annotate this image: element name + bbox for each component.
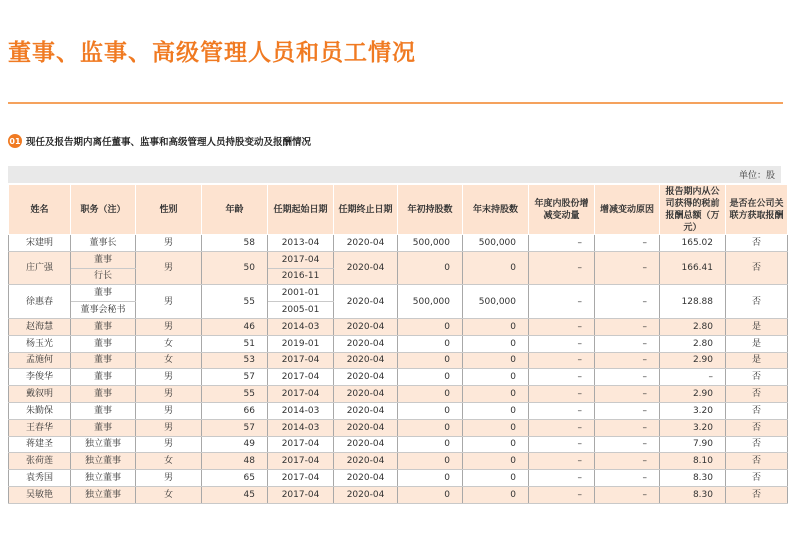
cell-change-reason: – [595, 318, 660, 335]
cell-term-end: 2020-04 [334, 235, 398, 252]
cell-share-change: – [529, 369, 595, 386]
header-shares-end: 年末持股数 [463, 185, 529, 235]
cell-term-end: 2020-04 [334, 335, 398, 352]
cell-share-change: – [529, 335, 595, 352]
cell-shares-end: 0 [463, 352, 529, 369]
cell-change-reason: – [595, 419, 660, 436]
cell-related-party-pay: 是 [726, 318, 788, 335]
cell-change-reason: – [595, 352, 660, 369]
cell-shares-begin: 500,000 [398, 235, 463, 252]
cell-name: 庄广强 [9, 251, 71, 285]
cell-change-reason: – [595, 251, 660, 285]
cell-shares-end: 0 [463, 486, 529, 503]
cell-term-start: 2001-01 [268, 285, 334, 302]
table-row [9, 352, 788, 369]
table-row [9, 386, 788, 403]
header-age: 年龄 [202, 185, 268, 235]
cell-share-change: – [529, 352, 595, 369]
cell-term-start: 2017-04 [268, 386, 334, 403]
cell-age: 58 [202, 235, 268, 252]
cell-related-party-pay: 是 [726, 335, 788, 352]
cell-term-end: 2020-04 [334, 402, 398, 419]
cell-name: 张荷莲 [9, 453, 71, 470]
page-title: 董事、监事、高级管理人员和员工情况 [8, 40, 416, 66]
cell-pretax-pay: 128.88 [660, 285, 726, 319]
header-pretax-pay: 报告期内从公司获得的税前报酬总额（万元） [660, 185, 726, 235]
cell-share-change: – [529, 318, 595, 335]
cell-change-reason: – [595, 470, 660, 487]
header-shares-begin: 年初持股数 [398, 185, 463, 235]
cell-term-start: 2014-03 [268, 318, 334, 335]
cell-term-start: 2017-04 [268, 251, 334, 268]
cell-share-change: – [529, 285, 595, 319]
cell-pretax-pay: 2.90 [660, 386, 726, 403]
cell-related-party-pay: 否 [726, 386, 788, 403]
cell-shares-begin: 0 [398, 470, 463, 487]
cell-gender: 女 [136, 335, 202, 352]
cell-shares-begin: 0 [398, 335, 463, 352]
cell-shares-end: 0 [463, 335, 529, 352]
cell-shares-end: 0 [463, 369, 529, 386]
cell-shares-end: 0 [463, 419, 529, 436]
cell-term-end: 2020-04 [334, 352, 398, 369]
cell-position: 董事 [71, 402, 136, 419]
cell-related-party-pay: 否 [726, 470, 788, 487]
cell-name: 赵海慧 [9, 318, 71, 335]
cell-age: 48 [202, 453, 268, 470]
cell-age: 57 [202, 369, 268, 386]
cell-term-start: 2017-04 [268, 453, 334, 470]
cell-position: 董事 [71, 318, 136, 335]
cell-related-party-pay: 否 [726, 235, 788, 252]
cell-shares-end: 0 [463, 251, 529, 285]
cell-share-change: – [529, 386, 595, 403]
cell-pretax-pay: 8.10 [660, 453, 726, 470]
header-share-change: 年度内股份增减变动量 [529, 185, 595, 235]
cell-name: 李俊华 [9, 369, 71, 386]
cell-related-party-pay: 否 [726, 486, 788, 503]
cell-gender: 男 [136, 369, 202, 386]
cell-position: 行长 [71, 268, 136, 285]
cell-related-party-pay: 否 [726, 369, 788, 386]
cell-shares-begin: 0 [398, 369, 463, 386]
cell-gender: 男 [136, 402, 202, 419]
cell-position: 董事 [71, 251, 136, 268]
cell-term-start: 2016-11 [268, 268, 334, 285]
cell-position: 董事 [71, 386, 136, 403]
cell-age: 50 [202, 251, 268, 285]
cell-gender: 男 [136, 436, 202, 453]
cell-name: 吴敏艳 [9, 486, 71, 503]
cell-term-start: 2017-04 [268, 486, 334, 503]
cell-shares-begin: 0 [398, 386, 463, 403]
header-term-start: 任期起始日期 [268, 185, 334, 235]
cell-position: 董事 [71, 352, 136, 369]
cell-position: 董事 [71, 419, 136, 436]
cell-position: 独立董事 [71, 486, 136, 503]
cell-name: 孟施何 [9, 352, 71, 369]
table-header-row [9, 185, 788, 235]
table-row [9, 318, 788, 335]
cell-age: 53 [202, 352, 268, 369]
section-heading [8, 134, 311, 148]
cell-name: 王春华 [9, 419, 71, 436]
cell-term-start: 2005-01 [268, 302, 334, 319]
cell-shares-end: 0 [463, 470, 529, 487]
cell-gender: 男 [136, 235, 202, 252]
cell-pretax-pay: 8.30 [660, 470, 726, 487]
cell-term-end: 2020-04 [334, 470, 398, 487]
cell-term-end: 2020-04 [334, 386, 398, 403]
cell-age: 66 [202, 402, 268, 419]
cell-name: 蒋建圣 [9, 436, 71, 453]
cell-name: 戴叙明 [9, 386, 71, 403]
cell-term-start: 2019-01 [268, 335, 334, 352]
cell-shares-begin: 0 [398, 352, 463, 369]
cell-shares-begin: 0 [398, 436, 463, 453]
table-row [9, 470, 788, 487]
cell-change-reason: – [595, 285, 660, 319]
cell-shares-begin: 0 [398, 486, 463, 503]
cell-age: 45 [202, 486, 268, 503]
cell-term-end: 2020-04 [334, 486, 398, 503]
cell-gender: 男 [136, 251, 202, 285]
cell-age: 51 [202, 335, 268, 352]
header-related-party-pay: 是否在公司关联方获取报酬 [726, 185, 788, 235]
cell-shares-end: 500,000 [463, 285, 529, 319]
cell-shares-begin: 0 [398, 402, 463, 419]
cell-shares-begin: 0 [398, 419, 463, 436]
cell-share-change: – [529, 419, 595, 436]
cell-position: 董事会秘书 [71, 302, 136, 319]
cell-pretax-pay: 2.80 [660, 318, 726, 335]
cell-term-end: 2020-04 [334, 318, 398, 335]
cell-age: 46 [202, 318, 268, 335]
cell-name: 徐惠春 [9, 285, 71, 319]
cell-related-party-pay: 否 [726, 402, 788, 419]
cell-term-end: 2020-04 [334, 453, 398, 470]
table-row [9, 402, 788, 419]
table-row [9, 453, 788, 470]
cell-term-end: 2020-04 [334, 369, 398, 386]
cell-shares-end: 0 [463, 386, 529, 403]
cell-pretax-pay: 8.30 [660, 486, 726, 503]
cell-gender: 男 [136, 285, 202, 319]
cell-shares-begin: 500,000 [398, 285, 463, 319]
cell-share-change: – [529, 235, 595, 252]
cell-gender: 女 [136, 352, 202, 369]
cell-term-start: 2017-04 [268, 352, 334, 369]
cell-related-party-pay: 是 [726, 352, 788, 369]
cell-share-change: – [529, 436, 595, 453]
cell-change-reason: – [595, 436, 660, 453]
cell-gender: 女 [136, 486, 202, 503]
cell-related-party-pay: 否 [726, 436, 788, 453]
cell-term-end: 2020-04 [334, 251, 398, 285]
cell-shares-end: 0 [463, 318, 529, 335]
table-row [9, 369, 788, 386]
cell-change-reason: – [595, 369, 660, 386]
cell-gender: 男 [136, 419, 202, 436]
cell-position: 董事 [71, 285, 136, 302]
cell-name: 宋建明 [9, 235, 71, 252]
cell-shares-begin: 0 [398, 251, 463, 285]
header-gender: 性别 [136, 185, 202, 235]
table-body [9, 235, 788, 504]
cell-shares-begin: 0 [398, 453, 463, 470]
header-position: 职务（注） [71, 185, 136, 235]
cell-position: 独立董事 [71, 470, 136, 487]
shareholding-table [8, 184, 788, 504]
header-change-reason: 增减变动原因 [595, 185, 660, 235]
cell-age: 49 [202, 436, 268, 453]
cell-related-party-pay: 否 [726, 453, 788, 470]
header-term-end: 任期终止日期 [334, 185, 398, 235]
cell-shares-end: 0 [463, 402, 529, 419]
cell-pretax-pay: 3.20 [660, 402, 726, 419]
cell-pretax-pay: – [660, 369, 726, 386]
cell-change-reason: – [595, 335, 660, 352]
cell-gender: 男 [136, 386, 202, 403]
cell-shares-end: 0 [463, 436, 529, 453]
cell-pretax-pay: 7.90 [660, 436, 726, 453]
cell-position: 董事长 [71, 235, 136, 252]
cell-age: 57 [202, 419, 268, 436]
cell-age: 65 [202, 470, 268, 487]
cell-position: 董事 [71, 369, 136, 386]
cell-shares-end: 500,000 [463, 235, 529, 252]
cell-pretax-pay: 2.80 [660, 335, 726, 352]
cell-age: 55 [202, 285, 268, 319]
unit-label: 单位：股 [738, 171, 775, 181]
cell-gender: 男 [136, 470, 202, 487]
cell-related-party-pay: 否 [726, 251, 788, 285]
cell-term-end: 2020-04 [334, 436, 398, 453]
cell-position: 独立董事 [71, 436, 136, 453]
table-row [9, 235, 788, 252]
cell-term-start: 2017-04 [268, 436, 334, 453]
section-title: 现任及报告期内离任董事、监事和高级管理人员持股变动及报酬情况 [26, 137, 312, 148]
cell-pretax-pay: 165.02 [660, 235, 726, 252]
cell-term-start: 2017-04 [268, 369, 334, 386]
table-row [9, 251, 788, 268]
table-row [9, 335, 788, 352]
cell-share-change: – [529, 453, 595, 470]
cell-pretax-pay: 2.90 [660, 352, 726, 369]
cell-shares-begin: 0 [398, 318, 463, 335]
cell-pretax-pay: 3.20 [660, 419, 726, 436]
title-divider [8, 102, 783, 104]
cell-change-reason: – [595, 386, 660, 403]
cell-term-start: 2014-03 [268, 402, 334, 419]
cell-term-start: 2017-04 [268, 470, 334, 487]
cell-pretax-pay: 166.41 [660, 251, 726, 285]
cell-share-change: – [529, 486, 595, 503]
cell-name: 杨玉光 [9, 335, 71, 352]
cell-share-change: – [529, 470, 595, 487]
table-row [9, 419, 788, 436]
cell-related-party-pay: 否 [726, 285, 788, 319]
table-row [9, 285, 788, 302]
cell-position: 独立董事 [71, 453, 136, 470]
cell-change-reason: – [595, 235, 660, 252]
table-row [9, 486, 788, 503]
cell-term-end: 2020-04 [334, 419, 398, 436]
unit-bar [8, 166, 781, 183]
cell-gender: 男 [136, 318, 202, 335]
cell-share-change: – [529, 402, 595, 419]
cell-term-end: 2020-04 [334, 285, 398, 319]
section-number-badge: 01 [8, 134, 22, 148]
cell-term-start: 2014-03 [268, 419, 334, 436]
cell-name: 袁秀国 [9, 470, 71, 487]
cell-position: 董事 [71, 335, 136, 352]
header-name: 姓名 [9, 185, 71, 235]
cell-change-reason: – [595, 486, 660, 503]
cell-share-change: – [529, 251, 595, 285]
cell-name: 朱勤保 [9, 402, 71, 419]
table-row [9, 436, 788, 453]
cell-shares-end: 0 [463, 453, 529, 470]
cell-gender: 女 [136, 453, 202, 470]
cell-change-reason: – [595, 402, 660, 419]
cell-related-party-pay: 否 [726, 419, 788, 436]
cell-term-start: 2013-04 [268, 235, 334, 252]
cell-change-reason: – [595, 453, 660, 470]
cell-age: 55 [202, 386, 268, 403]
